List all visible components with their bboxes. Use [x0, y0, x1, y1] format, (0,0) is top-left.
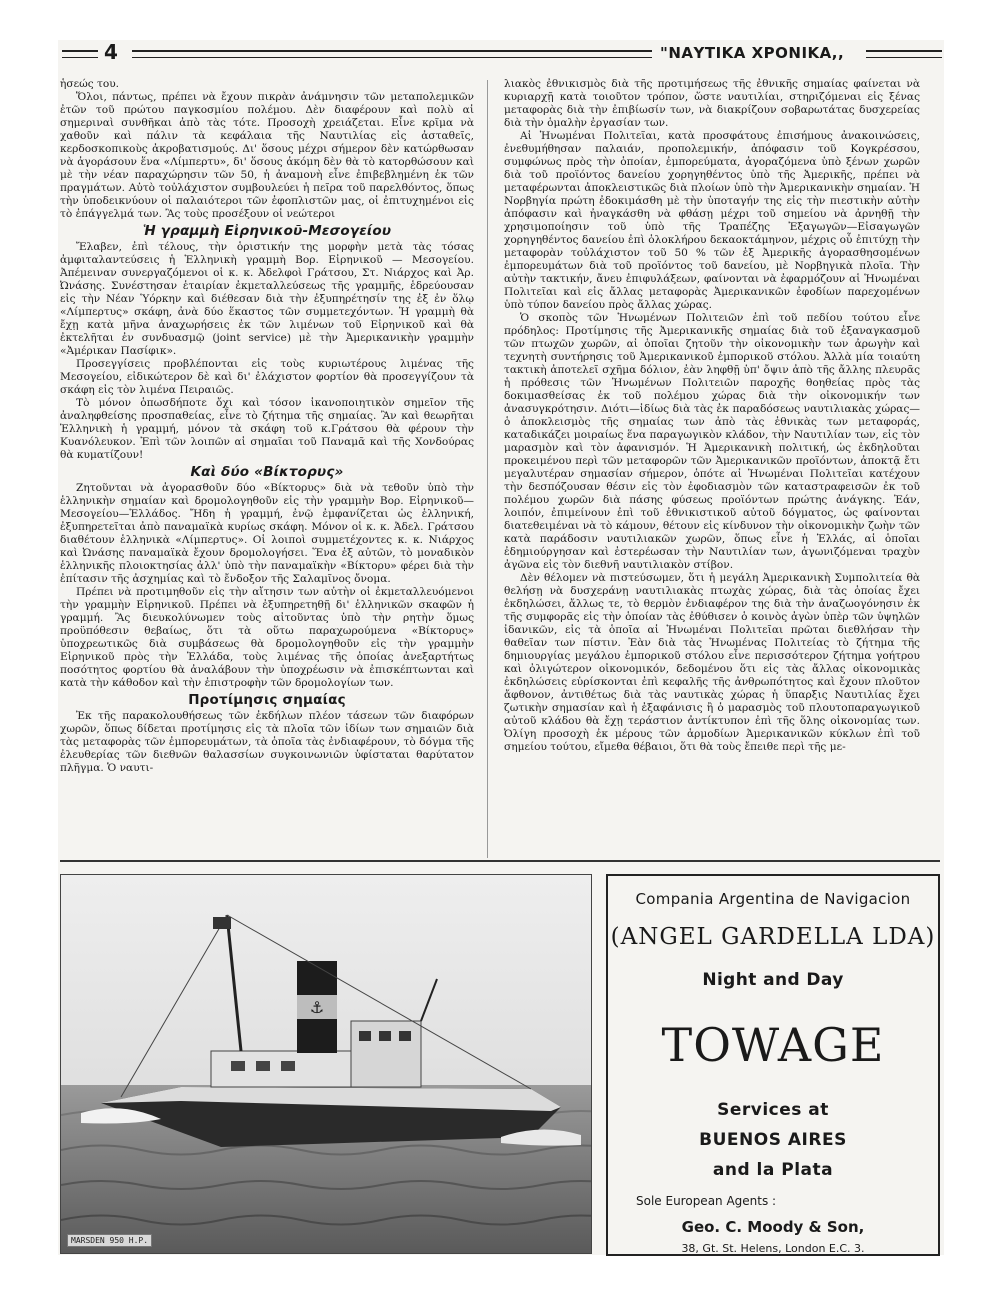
left-column: [60, 78, 474, 775]
paragraph: Ζητοῦνται νὰ ἀγορασθοῦν δύο «Βίκτορυς» διὰ νὰ τεθοῦν ὑπὸ τὴν ἑλληνικὴν σημαίαν καὶ δρομολογηθοῦν εἰς τὴν γραμμὴν Βορ. Εἰρηνικοῦ—Μεσογείου—Ἑλλάδος. Ἤδη ἡ γραμμή, ἐνῷ ἐμφανίζεται ὡς ἑλληνική, ἐξυπηρετεῖται ἀπὸ παναμαϊκὰ κυρίως σκάφη. Μόνον οἱ κ. κ. Ἀδελ. Γράτσου διαθέτουν ἑλληνικὰ «Λίμπερτυς». Οἱ λοιποὶ συμμετέχοντες κ. κ. Νιάρχος καὶ Ὠνάσης παναμαϊκὰ ἔχουν δρομολογήσει. Ἕνα ἐξ αὐτῶν, τὸ μοναδικὸν ἑλληνικῆς πλοιοκτησίας ἀλλ' ὑπὸ τὴν παναμαϊκὴν «Βίκτορυ» φέρει διὰ τὴν ἐπίτασιν τῆς ἀσχημίας καὶ τὸ ἔνδοξον τῆς Σαλαμῖνος ὄνομα.: [60, 482, 474, 585]
page-number: 4: [104, 40, 118, 64]
section-heading-victorys: Καὶ δύο «Βίκτορυς»: [190, 464, 344, 480]
towage-advertisement: [606, 874, 940, 1256]
section-heading-flag-preference: Προτίμησις σημαίας: [188, 692, 346, 708]
newspaper-page: [58, 40, 944, 1255]
ad-firm-name: (ANGEL GARDELLA LDA): [610, 924, 936, 950]
right-column: [504, 78, 920, 754]
publication-name: "ΝΑΥΤΙΚΑ ΧΡΟΝΙΚΑ,,: [660, 44, 845, 62]
paragraph: Προσεγγίσεις προβλέπονται εἰς τοὺς κυριωτέρους λιμένας τῆς Μεσογείου, εἰδικώτερον δὲ καὶ δι' ἐλάχιστον φορτίον θὰ προσεγγίζουν τὰ σκάφη εἰς τὸν λιμένα Πειραιῶς.: [60, 358, 474, 396]
ad-agent-address: 38, Gt. St. Helens, London E.C. 3.: [681, 1242, 865, 1255]
ad-port-primary: BUENOS AIRES: [699, 1130, 847, 1150]
paragraph: Ὁ σκοπὸς τῶν Ἡνωμένων Πολιτειῶν ἐπὶ τοῦ πεδίου τούτου εἶνε πρόδηλος: Προτίμησις τῆς Ἀμερικανικῆς σημαίας διὰ τοῦ ἐξαναγκασμοῦ τῶν πτωχῶν χωρῶν, αἱ ὁποῖαι ζητοῦν τὴν οἰκονομικὴν των ἀρωγὴν καὶ τεχνητὴ συντήρησις τοῦ Ἀμερικανικοῦ ἐμπορικοῦ στόλου. Ἀλλὰ μία τοιαύτη τακτικὴ ἀποτελεῖ σχῆμα δόλιον, ἐὰν ληφθῇ ὑπ' ὄψιν ἀπὸ τῆς ἄλλης πλευρᾶς ἡ πρόθεσις τῶν Ἡνωμένων Πολιτειῶν παροχῆς θοηθείας πρὸς τὰς δοκιμασθείσας ἐκ τοῦ πολέμου χώρας διὰ τὴν οἰκονομικήν των ἀνασυγκρότησιν. Διότι—ἰδίως διὰ τὰς ἐκ παραδόσεως ναυτιλιακὰς χώρας—ὁ ἀποκλεισμὸς τῆς σημαίας των ἀπὸ τὰς ἐθνικὰς των μεταφοράς, καταδικάζει μοιραίως ἕνα παραγωγικὸν κλάδον, τὴν Ναυτιλίαν των, εἰς τὸν μαρασμὸν καὶ τὸν ἀφανισμόν. Ἡ Ἀμερικανικὴ πολιτική, ὡς ἐκδηλοῦται προκειμένου περὶ τῶν μεταφορῶν τῶν Ἀμερικανικῶν προϊόντων, ἀποκτᾷ ἔτι μεγαλυτέραν σημασίαν σήμερον, ὁπότε αἱ Ἡνωμέναι Πολιτεῖαι κατέχουν τὴν δεσπόζουσαν θέσιν εἰς τὸν ἐφοδιασμὸν τῶν καταστραφεισῶν ἐκ τοῦ πολέμου χωρῶν διὰ πάσης φύσεως προϊόντων πρώτης ἀνάγκης. Ἐάν, λοιπόν, ἐπιμείνουν ἐπὶ τοῦ ἐθνικιστικοῦ αὐτοῦ δόγματος, ὡς φαίνονται διατεθειμέναι νὰ τὸ κάμουν, θέτουν εἰς κίνδυνον τὴν οἰκονομικὴν ζωὴν τῶν κατὰ παράδοσιν ναυτιλιακῶν χωρῶν, ὅπως εἶνε ἡ Ἑλλάς, αἱ ὁποῖαι ἐδημιούργησαν καὶ ἐστερέωσαν τὴν Ναυτιλίαν των, ἀγωνιζόμεναι τραχὺν ἀγῶνα εἰς τὸν διεθνῆ ναυτιλιακὸν στίβον.: [504, 312, 920, 571]
tugboat-photo: [60, 874, 592, 1254]
header-rule-left: [62, 50, 98, 58]
tugboat-illustration: [61, 875, 591, 1253]
header-rule-right: [866, 50, 942, 58]
section-heading-pacific-line: Ἡ γραμμὴ Εἰρηνικοῦ-Μεσογείου: [142, 223, 392, 239]
ad-agent-name: Geo. C. Moody & Son,: [681, 1218, 865, 1236]
page-header: [58, 40, 944, 70]
paragraph: Ὅλοι, πάντως, πρέπει νὰ ἔχουν πικρὰν ἀνάμνησιν τῶν μεταπολεμικῶν ἐτῶν τοῦ πρώτου παγκοσμίου πολέμου. Δὲν διαφέρουν καὶ πολὺ αἱ σημεριναὶ συνθῆκαι ἀπὸ τὰς τότε. Προσοχὴ χρειάζεται. Εἶνε κρῖμα νὰ χαθοῦν καὶ πάλιν τὰ κεφάλαια τῆς Ναυτιλίας εἰς ἀσταθεῖς, κερδοσκοπικοὺς ἀκροβατισμούς. Δι' ὅσους μέχρι σήμερον δὲν κατώρθωσαν νὰ ἀγοράσουν ἕνα «Λίμπερτυ», δι' ὅσους ἀκόμη δὲν θὰ τὸ κατορθώσουν καὶ μὲ τὴν νέαν παραχώρησιν τῶν 50, ἡ ἀναμονὴ εἶνε ἐπιβεβλημένη ἐκ τῶν πραγμάτων. Αὐτὸ τοὐλάχιστον συμβουλεύει ἡ πεῖρα τοῦ παρελθόντος, ὅπως τὴν ὑποδεικνύουν οἱ παλαιότεροι τῶν ἐφοπλιστῶν μας, οἱ ἐπιτυχημένοι εἰς τὸ ἐπάγγελμά των. Ἂς τοὺς προσέξουν οἱ νεώτεροι: [60, 91, 474, 220]
ad-port-secondary: and la Plata: [712, 1160, 834, 1180]
paragraph: Ἐκ τῆς παρακολουθήσεως τῶν ἐκδήλων πλέον τάσεων τῶν διαφόρων χωρῶν, ὅπως δίδεται προτίμησις εἰς τὰ πλοῖα τῶν ἰδίων των σημαιῶν διὰ τὰς μεταφορὰς τῶν ἐμπορευμάτων, τὰ ὁποῖα τὰς ἐνδιαφέρουν, τὸ δόγμα τῆς ἐλευθερίας τῶν διεθνῶν θαλασσίων συγκοινωνιῶν ὑφίσταται θαρύτατον πλῆγμα. Ὁ ναυτι-: [60, 710, 474, 774]
ad-company-name: Compania Argentina de Navigacion: [635, 890, 911, 908]
paragraph: ἡσεώς του.: [60, 78, 120, 90]
column-divider: [487, 80, 488, 858]
paragraph: Ἔλαβεν, ἐπὶ τέλους, τὴν ὁριστικήν της μορφὴν μετὰ τὰς τόσας ἀμφιταλαντεύσεις ἡ Ἑλληνικὴ γραμμὴ Βορ. Εἰρηνικοῦ — Μεσογείου. Ἀπέμειναν συνεργαζόμενοι οἱ κ. κ. Ἀδελφοὶ Γράτσου, Στ. Νιάρχος καὶ Ἀρ. Ὠνάσης. Συνέστησαν ἑταιρίαν ἐκμεταλλεύσεως τῆς γραμμῆς, ἑδρεύουσαν εἰς τὴν Νέαν Ὑόρκην καὶ διέθεσαν διὰ τὴν ἐξυπηρέτησίν της ἐξ ἐν ὅλῳ «Λίμπερτυς» σκάφη, ἀνὰ δύο ἕκαστος τῶν συμμετεχόντων. Ἡ γραμμὴ θὰ ἔχῃ κατὰ μῆνα ἀναχωρήσεις ἐκ τῶν λιμένων τοῦ Εἰρηνικοῦ καὶ θὰ ἐκτελῆται ἐν συνδυασμῷ (joint service) μὲ τὴν Ἀμερικανικὴν γραμμὴν «Ἀμέρικαν Πασίφικ».: [60, 241, 474, 357]
section-divider: [60, 860, 940, 862]
ad-agents-label: Sole European Agents :: [636, 1194, 777, 1208]
ad-services-at: Services at: [717, 1100, 829, 1120]
photo-caption: MARSDEN 950 H.P.: [67, 1234, 152, 1247]
paragraph: Αἱ Ἡνωμέναι Πολιτεῖαι, κατὰ προσφάτους ἐπισήμους ἀνακοινώσεις, ἐνεθυμήθησαν παλαιάν, προπολεμικήν, ἀπόφασιν τοῦ Κογκρέσσου, συμφώνως πρὸς τὴν ὁποίαν, ἐμπορεύματα, ἀγοραζόμενα ὑπὸ ξένων χωρῶν διὰ τοῦ προϊόντος δανείου χορηγηθέντος ὑπὸ τῆς Ἀμερικῆς, πρέπει νὰ μεταφέρωνται ἀποκλειστικῶς διὰ πλοίων ὑπὸ τὴν Ἀμερικανικὴν σημαίαν. Ἡ Νορβηγία πρώτη ἐδοκιμάσθη μὲ τὴν ὑποταγήν της εἰς τὴν πιεστικὴν αὐτὴν ἀπόφασιν καὶ ἠναγκάσθη νὰ φθάσῃ μέχρι τοῦ σημείου νὰ ἀρνηθῇ τὴν χρησιμοποίησιν τοῦ ὑπὸ τῆς Τραπέζης Ἐξαγωγῶν—Εἰσαγωγῶν χορηγηθέντος δανείου ἐπὶ ὁλοκλήρου δεκαοκτάμηνον, μέχρις οὗ ἐπιτύχῃ τὴν μεταφορὰν τοὐλάχιστον τοῦ 50 % τῶν ἐξ Ἀμερικῆς ἀγορασθησομένων ἐμπορευμάτων διὰ τοῦ προϊόντος τοῦ δανείου, μὲ Νορβηγικὰ πλοῖα. Τὴν αὐτὴν τακτικήν, ἄνευ ἐπιφυλάξεων, φαίνονται νὰ ἐφαρμόζουν αἱ Ἡνωμέναι Πολιτεῖαι καὶ εἰς ἄλλας μεταφορὰς Ἀμερικανικῶν ἐφοδίων παρεχομένων ὑπὸ τύπον δανείου πρὸς ἄλλας χώρας.: [504, 130, 920, 311]
paragraph: Δὲν θέλομεν νὰ πιστεύσωμεν, ὅτι ἡ μεγάλη Ἀμερικανικὴ Συμπολιτεία θὰ θελήσῃ νὰ δυσχεράνῃ ναυτιλιακὰς πτωχὰς χώρας, διὰ τὰς ὁποίας ἔχει ἐκδηλώσει, ἄλλως τε, τὸ θερμὸν ἐνδιαφέρον της διὰ τὴν ἀναζωογόνησιν ἐκ τῆς συμφορᾶς εἰς τὴν ὁποίαν τὰς ἐθύθισεν ὁ κοινὸς ἀγὼν ὑπὲρ τῶν ὑψηλῶν ἰδανικῶν, εἰς τὰ ὁποῖα αἱ Ἡνωμέναι Πολιτεῖαι πρῶται διεθλήσαν τὴν θαθεῖαν των πίστιν. Ἐὰν διὰ τὰς Ἡνωμένας Πολιτείας τὸ ζήτημα τῆς δημιουργίας μεγάλου ἐμπορικοῦ στόλου εἶνε περισσότερον ζήτημα γοήτρου καὶ ὀλιγώτερον οἰκονομικόν, δεδομένου ὅτι εἰς τὰς ἄλλας οἰκονομικὰς ἐκδηλώσεις εὑρίσκονται ἐπὶ κεφαλῆς τῆς ἀνθρωπότητος καὶ ἔχουν πλοῦτον ἄφθονον, ἀντιθέτως διὰ τὰς ναυτικὰς χώρας ἡ ὕπαρξις Ναυτιλίας ἔχει ζωτικὴν σημασίαν καὶ ἡ ἐξαφάνισις ἢ ὁ μαρασμὸς τοῦ πλουτοπαραγωγικοῦ αὐτοῦ κλάδου θὰ ἔχῃ τεράστιον ἀντίκτυπον ἐπὶ τῆς ὅλης οἰκονομίας των. Ὀλίγη προσοχὴ ἐκ μέρους τῶν ἁρμοδίων Ἀμερικανικῶν κύκλων ἐπὶ τοῦ σημείου τούτου, εἴμεθα θέβαιοι, ὅτι θὰ τοὺς ἔπειθε περὶ τῆς με-: [504, 572, 920, 753]
ad-tagline: Night and Day: [702, 970, 844, 990]
header-rule-middle: [132, 50, 652, 58]
svg-text:⚓: ⚓: [309, 998, 325, 1017]
paragraph: Πρέπει νὰ προτιμηθοῦν εἰς τὴν αἴτησιν των αὐτὴν οἱ ἐκμεταλλευόμενοι τὴν γραμμὴν Εἰρηνικοῦ. Πρέπει νὰ ἐξυπηρετηθῇ δι' ἑλληνικῶν σκαφῶν ἡ γραμμή. Ἂς διευκολύνωμεν τοὺς αἰτοῦντας ὑπὸ τὴν ρητὴν ὅμως προϋπόθεσιν θεβαίως, ὅτι τὰ οὕτω παραχωρούμενα «Βίκτορυς» ὑποχρεωτικῶς διὰ συμβάσεως θὰ δρομολογηθοῦν εἰς τὴν γραμμὴν Εἰρηνικοῦ πρὸς τὴν Ἑλλάδα, τοὺς λιμένας τῆς ὁποίας ἀνεξαρτήτως ποσότητος φορτίου θὰ ἀναλάβουν τὴν ὑποχρέωσιν νὰ ἐπισκέπτωνται καὶ κατὰ τὴν κάθοδον καὶ τὴν ἐπιστροφὴν τῶν δρομολογίων των.: [60, 586, 474, 689]
paragraph: λιακὸς ἐθνικισμὸς διὰ τῆς προτιμήσεως τῆς ἐθνικῆς σημαίας φαίνεται νὰ κυριαρχῇ κατὰ τοιοῦτον τρόπον, ὥστε ναυτιλίαι, στηριζόμεναι εἰς ξένας μεταφορὰς διὰ τὴν ἐπιβίωσίν των, νὰ διακρίζουν σοβαρωτάτας δυσχερείας διὰ τὴν ὁμαλὴν ἐργασίαν των.: [504, 78, 920, 129]
paragraph: Τὸ μόνον ὁπωσδήποτε ὄχι καὶ τόσον ἱκανοποιητικὸν σημεῖον τῆς ἀναληφθείσης προσπαθείας, εἶνε τὸ ζήτημα τῆς σημαίας. Ἂν καὶ θεωρῆται Ἑλληνικὴ ἡ γραμμή, μόνον τὰ σκάφη τοῦ κ.Γράτσου θὰ φέρουν τὴν Κυανόλευκον. Ἐπὶ τῶν λοιπῶν αἱ σημαῖαι τοῦ Παναμᾶ καὶ τῆς Χονδούρας θὰ κυματίζουν!: [60, 397, 474, 461]
ad-service-headline: TOWAGE: [661, 1018, 885, 1072]
